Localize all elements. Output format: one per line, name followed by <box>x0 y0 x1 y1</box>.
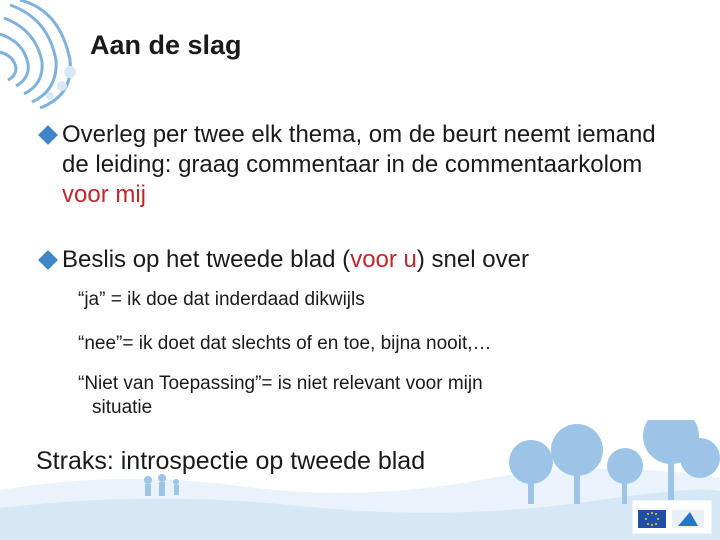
sub-item-nvt-line: “Niet van Toepassing”= is niet relevant voor mijn <box>78 373 483 394</box>
sub-item-ja: “ja” = ik doe dat inderdaad dikwijls <box>78 289 365 310</box>
bullet-red-text: voor mij <box>62 181 147 208</box>
landscape-decoration <box>0 420 720 540</box>
slide-title: Aan de slag <box>90 30 242 60</box>
bullet-item-beslis <box>38 245 678 275</box>
sub-item-nvt <box>78 372 678 420</box>
bullet-text-after: ) snel over <box>416 246 529 273</box>
sub-item-nvt-continuation: situatie <box>92 397 153 418</box>
eu-support-logo <box>632 500 712 534</box>
bullet-red-text: voor u <box>350 246 417 273</box>
eu-flag-icon <box>632 500 712 534</box>
sub-item-nee: “nee”= ik doet dat slechts of en toe, bijna nooit,… <box>78 333 492 354</box>
bullet-item-overleg <box>38 120 678 210</box>
closing-statement: Straks: introspectie op tweede blad <box>36 447 426 475</box>
shell-logo-icon <box>0 0 90 110</box>
bullet-text: Overleg per twee elk thema, om de beurt neemt iemand de leiding: graag commentaar in de commentaarkolom <box>62 121 656 178</box>
bullet-text: Beslis op het tweede blad ( <box>62 246 351 273</box>
